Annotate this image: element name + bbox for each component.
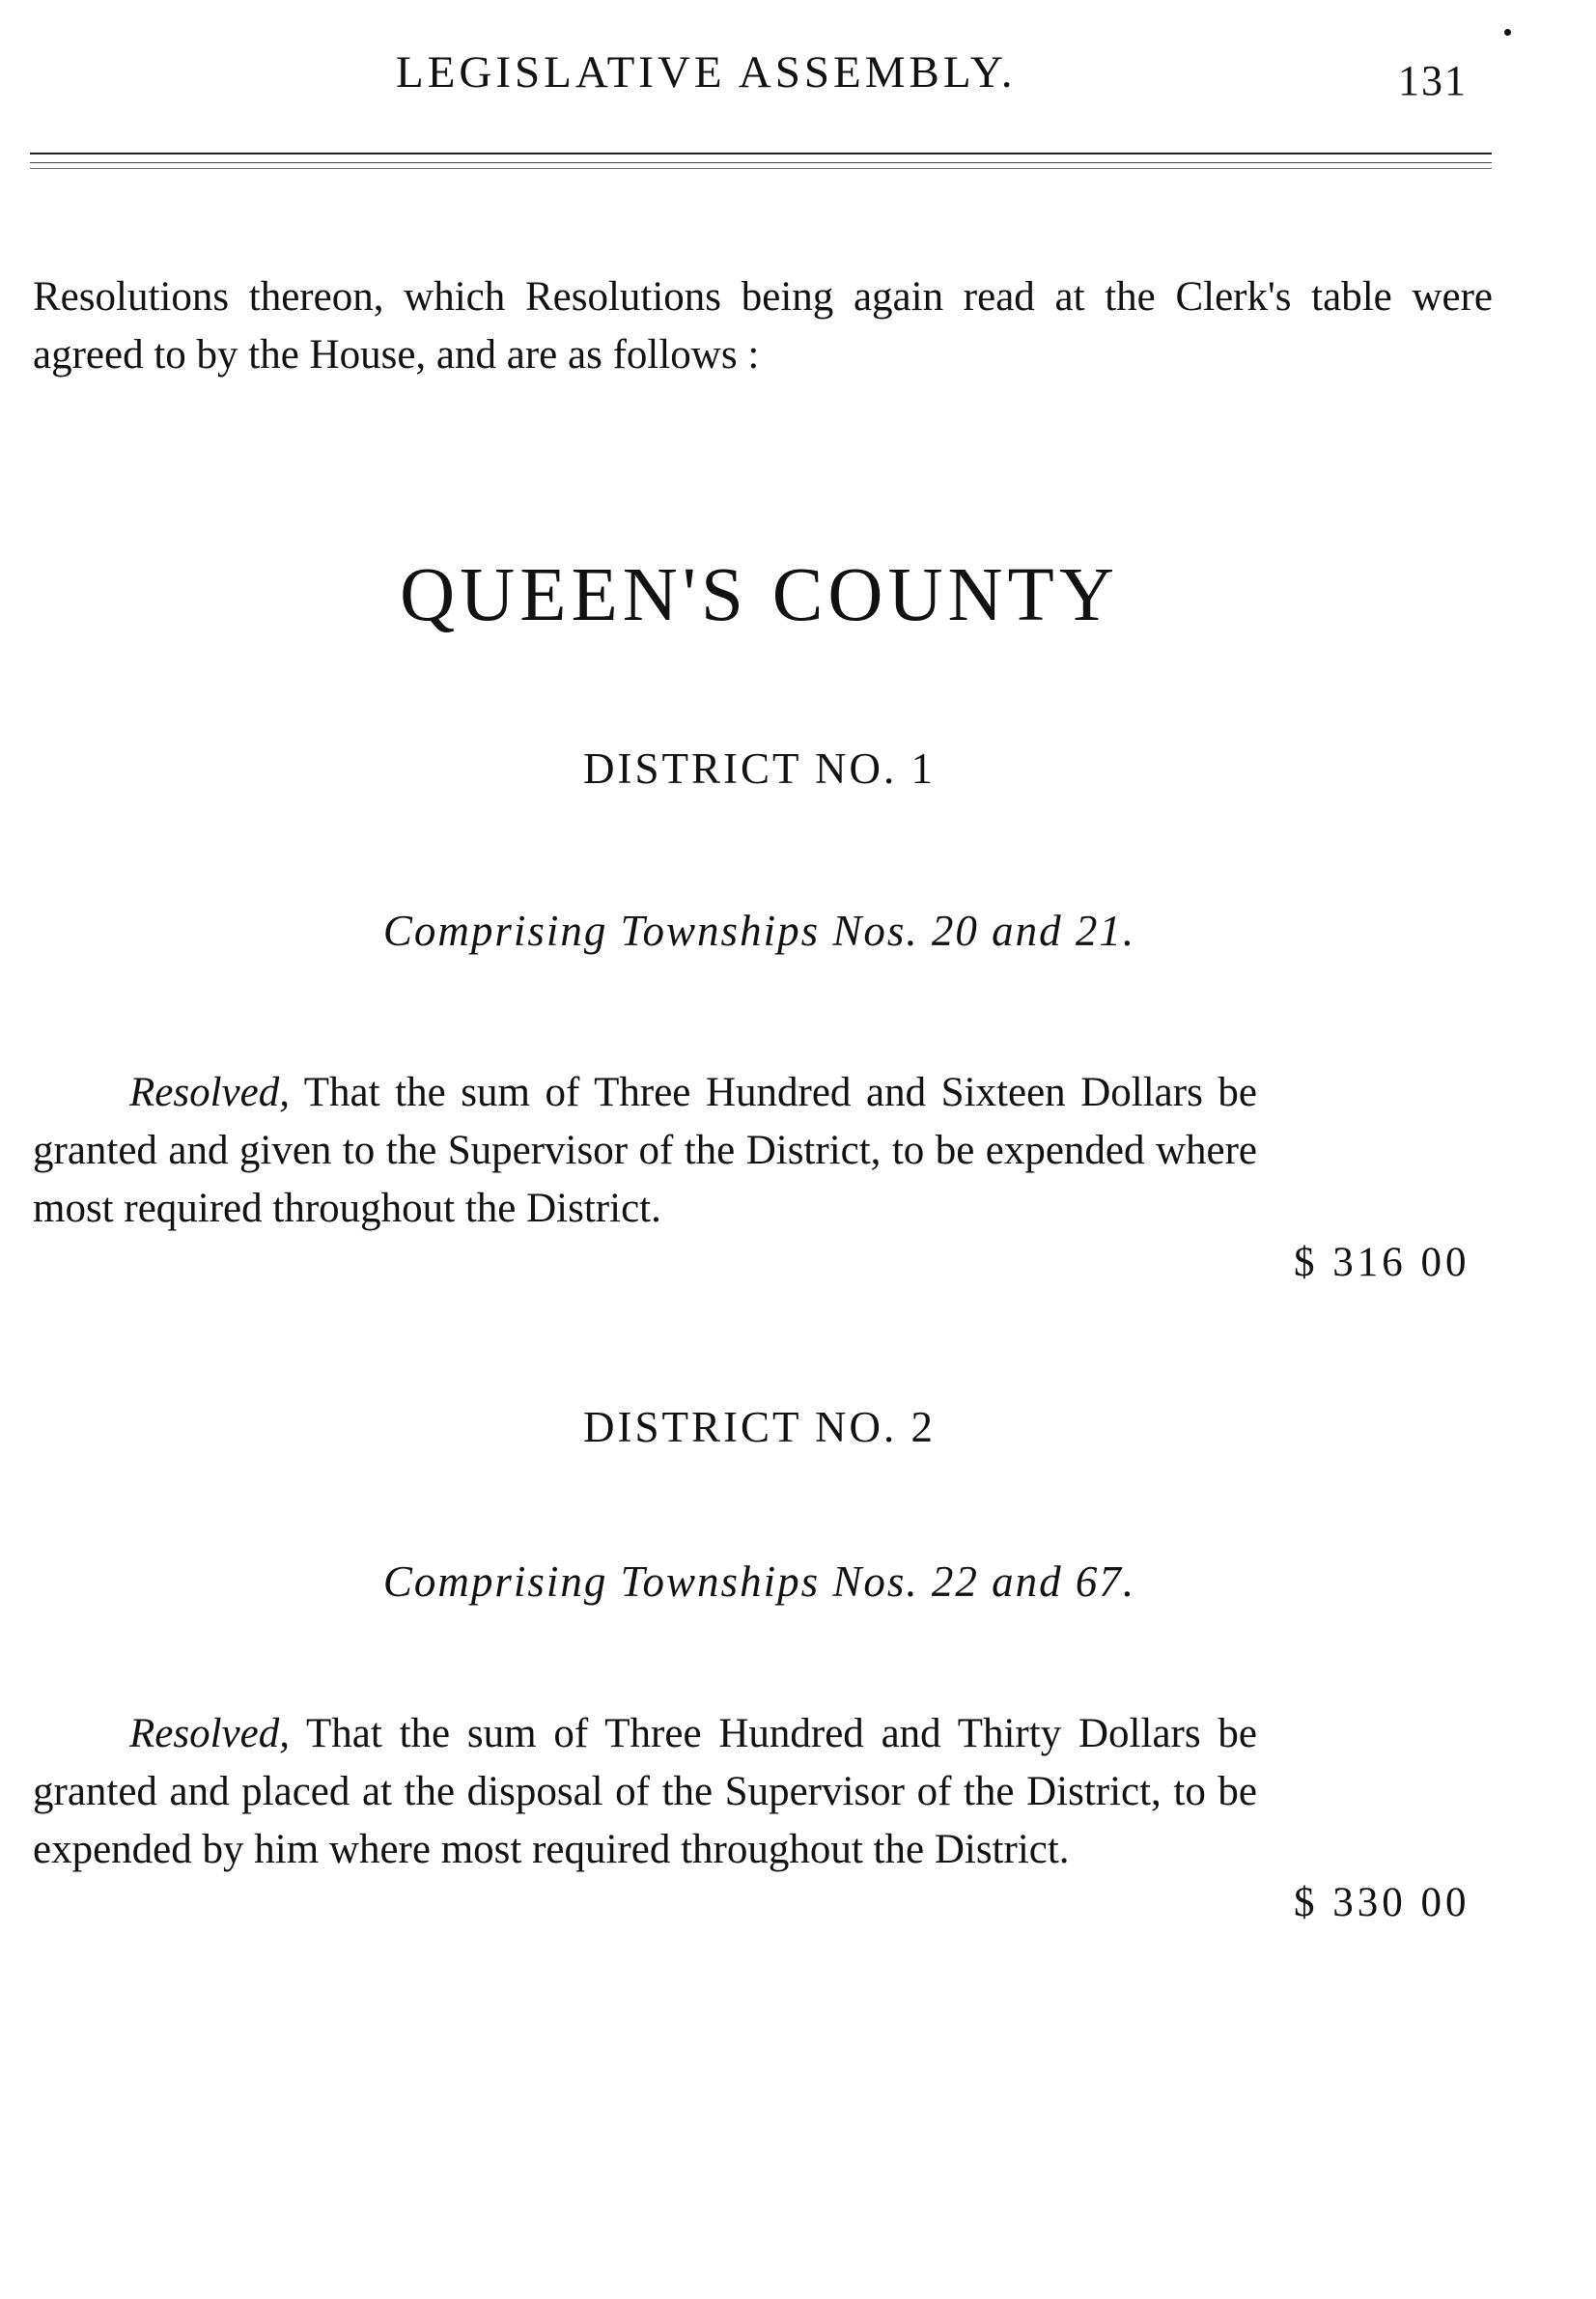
print-speck [1504,29,1511,36]
page-number: 131 [1398,57,1468,104]
header-rule [30,153,1492,154]
resolution-text: That the sum of Three Hundred and Sixteen Dollars be granted and given to the Supervisor of the District, to be expended where most required throughout the District. [33,1070,1257,1231]
running-head [0,46,1596,104]
grant-amount: $ 330 00 [1294,1880,1470,1925]
resolution-text: That the sum of Three Hundred and Thirty Dollars be granted and placed at the disposal of the Supervisor of the District, to be expended by him where most required throughout the District. [33,1711,1257,1872]
district-heading: DISTRICT NO. 2 [583,1403,936,1451]
county-title: QUEEN'S COUNTY [400,553,1119,637]
resolution-paragraph [33,1064,1257,1238]
header-rule-secondary [30,162,1492,163]
resolution-paragraph [33,1705,1257,1879]
district-heading: DISTRICT NO. 1 [583,744,936,793]
header-rule-tertiary [30,168,1492,169]
grant-amount: $ 316 00 [1294,1240,1470,1285]
resolved-word: Resolved, [129,1070,290,1115]
district-comprising: Comprising Townships Nos. 22 and 67. [382,1557,1136,1606]
resolved-word: Resolved, [129,1711,290,1756]
intro-paragraph: Resolutions thereon, which Resolutions being again read at the Clerk's table were agreed to by the House, and are as follows : [33,274,1493,378]
running-title: LEGISLATIVE ASSEMBLY. [396,47,1017,98]
district-comprising: Comprising Townships Nos. 20 and 21. [382,907,1136,955]
